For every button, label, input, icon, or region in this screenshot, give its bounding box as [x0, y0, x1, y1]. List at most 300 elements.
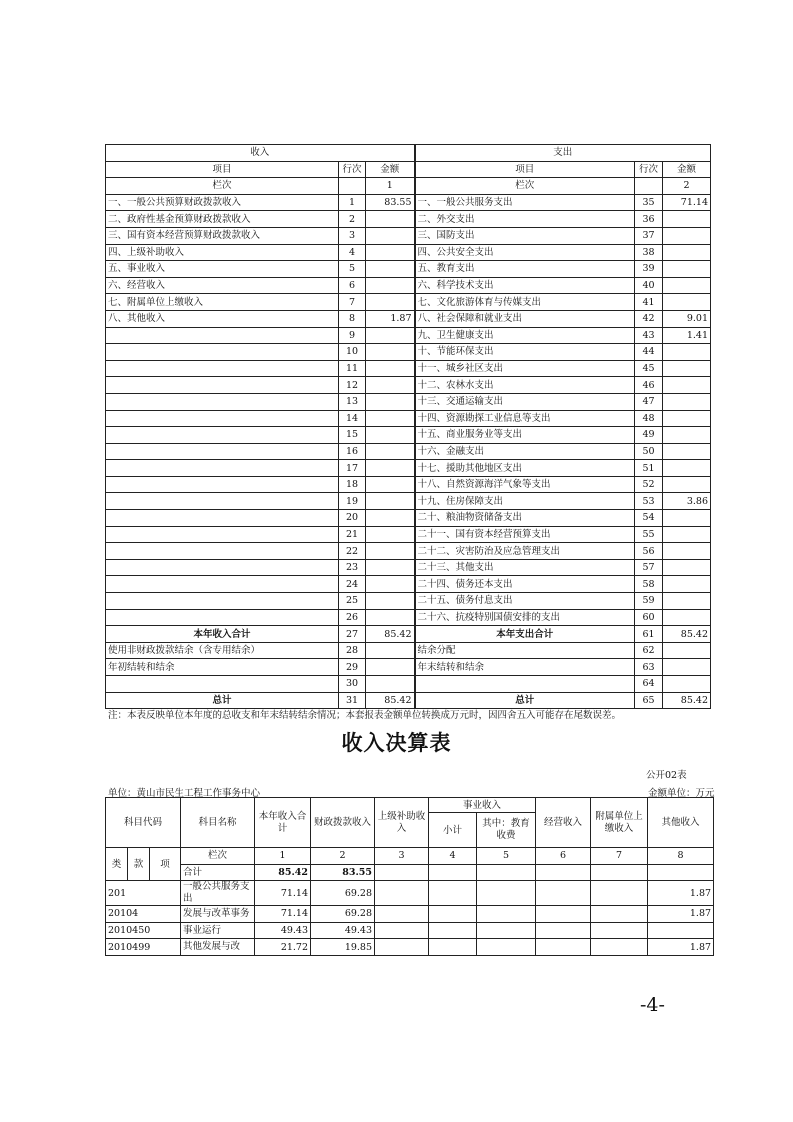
grand-income-line: 31: [339, 692, 366, 709]
expense-amount: [663, 526, 711, 543]
empty-cell: [375, 939, 429, 956]
income-amount: [366, 576, 415, 593]
expense-line-no: 46: [635, 377, 663, 394]
expense-line-no: 49: [635, 427, 663, 444]
income-item: [106, 410, 339, 427]
income-amount: [366, 277, 415, 294]
income-amount: [366, 360, 415, 377]
income-line-no: 28: [339, 642, 366, 659]
income-amount: [366, 410, 415, 427]
expense-item: 四、公共安全支出: [415, 244, 635, 261]
expense-amount: 1.41: [663, 327, 711, 344]
expense-amount: 9.01: [663, 310, 711, 327]
table-row: [106, 493, 711, 510]
income-line-no: 23: [339, 559, 366, 576]
empty-cell: [429, 939, 477, 956]
expense-item: 七、文化旅游体育与传媒支出: [415, 294, 635, 311]
empty-cell: [375, 906, 429, 923]
table-row: [106, 277, 711, 294]
expense-amount: [663, 393, 711, 410]
income-item: 二、政府性基金预算财政拨款收入: [106, 211, 339, 228]
expense-line-no: 41: [635, 294, 663, 311]
income-amount: [366, 427, 415, 444]
fiscal-value: 69.28: [311, 906, 375, 923]
income-item: 一、一般公共预算财政拨款收入: [106, 194, 339, 211]
income-item: 五、事业收入: [106, 261, 339, 278]
unit-label: 单位：黄山市民生工程工作事务中心: [108, 788, 261, 799]
expense-line-no: 48: [635, 410, 663, 427]
expense-item: 十一、城乡社区支出: [415, 360, 635, 377]
expense-item: 九、卫生健康支出: [415, 327, 635, 344]
hdr-subtotal: 小计: [429, 813, 477, 848]
grand-total-label: 总计: [106, 692, 339, 709]
empty-cell: [477, 939, 536, 956]
expense-line-no: 52: [635, 476, 663, 493]
income-amount: [366, 443, 415, 460]
col-amount: 金额: [663, 161, 711, 178]
hdr-xiang: 项: [150, 848, 181, 881]
col-lanci: 栏次: [106, 178, 339, 195]
expense-item: 十、节能环保支出: [415, 344, 635, 361]
income-item: [106, 360, 339, 377]
income-amount: [366, 659, 415, 676]
expense-amount: [663, 344, 711, 361]
income-amount: [366, 227, 415, 244]
income-total-value: 85.42: [366, 626, 415, 643]
fiscal-value: 49.43: [311, 922, 375, 939]
col-num: 4: [429, 848, 477, 865]
expense-line-no: 37: [635, 227, 663, 244]
income-line-no: 11: [339, 360, 366, 377]
income-line-no: 10: [339, 344, 366, 361]
income-item: [106, 576, 339, 593]
hdr-subject-name: 科目名称: [181, 798, 255, 848]
expense-line-no: 39: [635, 261, 663, 278]
table-row: [106, 460, 711, 477]
col-amount: 金额: [366, 161, 415, 178]
income-amount: [366, 327, 415, 344]
expense-item: 结余分配: [415, 642, 635, 659]
income-line-no: 18: [339, 476, 366, 493]
income-total-label: 本年收入合计: [106, 626, 339, 643]
total-fiscal-value: 83.55: [311, 864, 375, 881]
expense-amount: [663, 244, 711, 261]
income-item: [106, 476, 339, 493]
income-line-no: 7: [339, 294, 366, 311]
income-line-no: 15: [339, 427, 366, 444]
empty-cell: [375, 922, 429, 939]
hdr-total-income: 本年收入合计: [255, 798, 311, 848]
empty-cell: [648, 864, 714, 881]
table-row: [106, 476, 711, 493]
income-item: [106, 510, 339, 527]
fiscal-value: 19.85: [311, 939, 375, 956]
total-income-value: 85.42: [255, 864, 311, 881]
income-amount: [366, 377, 415, 394]
expense-amount: [663, 593, 711, 610]
hdr-business: 事业收入: [429, 798, 536, 813]
expense-total-line: 61: [635, 626, 663, 643]
income-line-no: 4: [339, 244, 366, 261]
expense-amount: [663, 559, 711, 576]
income-item: [106, 344, 339, 361]
expense-item: 十九、住房保障支出: [415, 493, 635, 510]
expense-line-no: 35: [635, 194, 663, 211]
other-income-value: [648, 922, 714, 939]
expense-amount: [663, 427, 711, 444]
income-amount: [366, 510, 415, 527]
income-amount: [366, 559, 415, 576]
income-line-no: 6: [339, 277, 366, 294]
col-num: 1: [255, 848, 311, 865]
empty-cell: [591, 881, 648, 906]
empty-cell: [536, 939, 591, 956]
expense-line-no: 42: [635, 310, 663, 327]
subject-name: 发展与改革事务: [181, 906, 255, 923]
hdr-subject-code: 科目代码: [106, 798, 181, 848]
expense-amount: [663, 642, 711, 659]
table-row: [106, 642, 711, 659]
hdr-edu-fee: 其中：教育收费: [477, 813, 536, 848]
empty-cell: [591, 922, 648, 939]
col-item: 项目: [415, 161, 635, 178]
income-amount: [366, 344, 415, 361]
expense-line-no: 55: [635, 526, 663, 543]
expense-amount: [663, 227, 711, 244]
income-amount: [366, 211, 415, 228]
expense-amount: [663, 211, 711, 228]
income-line-no: 24: [339, 576, 366, 593]
income-amount: [366, 493, 415, 510]
expense-item: 二十一、国有资本经营预算支出: [415, 526, 635, 543]
hdr-fiscal: 财政拨款收入: [311, 798, 375, 848]
empty-cell: [635, 178, 663, 195]
income-line-no: 22: [339, 543, 366, 560]
expense-line-no: 54: [635, 510, 663, 527]
expense-line-no: 40: [635, 277, 663, 294]
income-item: [106, 443, 339, 460]
income-line-no: 12: [339, 377, 366, 394]
expense-item: 五、教育支出: [415, 261, 635, 278]
income-line-no: 5: [339, 261, 366, 278]
expense-item: [415, 676, 635, 693]
subject-code: 2010499: [106, 939, 181, 956]
subject-code: 2010450: [106, 922, 181, 939]
income-item: 八、其他收入: [106, 310, 339, 327]
table-note: 注：本表反映单位本年度的总收支和年末结转结余情况；本套报表金额单位转换成万元时，因四舍五入可能存在尾数误差。: [108, 710, 622, 721]
col-num: 2: [311, 848, 375, 865]
expense-line-no: 62: [635, 642, 663, 659]
table-row: [106, 659, 711, 676]
expense-item: 十四、资源勘探工业信息等支出: [415, 410, 635, 427]
hdr-operating: 经营收入: [536, 798, 591, 848]
table-row: [106, 294, 711, 311]
income-item: 年初结转和结余: [106, 659, 339, 676]
table-row: [106, 377, 711, 394]
expense-amount: [663, 460, 711, 477]
table-row: [106, 576, 711, 593]
income-line-no: 8: [339, 310, 366, 327]
expense-total-value: 85.42: [663, 626, 711, 643]
income-item: [106, 559, 339, 576]
expense-item: 十二、农林水支出: [415, 377, 635, 394]
income-item: 七、附属单位上缴收入: [106, 294, 339, 311]
table-row: [106, 194, 711, 211]
income-item: 三、国有资本经营预算财政拨款收入: [106, 227, 339, 244]
income-amount: [366, 642, 415, 659]
expense-amount: 71.14: [663, 194, 711, 211]
expense-item: 年末结转和结余: [415, 659, 635, 676]
table-row: [106, 360, 711, 377]
expense-amount: [663, 659, 711, 676]
empty-cell: [536, 881, 591, 906]
table-row: [106, 559, 711, 576]
income-item: [106, 427, 339, 444]
table-row: [106, 244, 711, 261]
income-line-no: 19: [339, 493, 366, 510]
subject-name: 一般公共服务支出: [181, 881, 255, 906]
table-row: [106, 344, 711, 361]
expense-item: 二、外交支出: [415, 211, 635, 228]
expense-amount: [663, 360, 711, 377]
expense-line-no: 51: [635, 460, 663, 477]
income-line-no: 16: [339, 443, 366, 460]
table-row: [106, 906, 714, 923]
empty-cell: [429, 922, 477, 939]
expense-line-no: 58: [635, 576, 663, 593]
grand-expense-value: 85.42: [663, 692, 711, 709]
income-item: 使用非财政拨款结余（含专用结余）: [106, 642, 339, 659]
table-row: [106, 922, 714, 939]
col-num: 5: [477, 848, 536, 865]
hdr-affiliated: 附属单位上缴收入: [591, 798, 648, 848]
expense-amount: [663, 576, 711, 593]
money-unit: 金额单位：万元: [648, 788, 715, 799]
col-num: 7: [591, 848, 648, 865]
expense-line-no: 63: [635, 659, 663, 676]
expense-item: 一、一般公共服务支出: [415, 194, 635, 211]
total-label: 合计: [181, 864, 255, 881]
table-row: [106, 261, 711, 278]
income-item: [106, 609, 339, 626]
hdr-lanci: 栏次: [181, 848, 255, 865]
income-line-no: 13: [339, 393, 366, 410]
grand-expense-line: 65: [635, 692, 663, 709]
empty-cell: [536, 906, 591, 923]
table-row: [106, 510, 711, 527]
expense-amount: [663, 294, 711, 311]
income-line-no: 20: [339, 510, 366, 527]
income-amount: [366, 526, 415, 543]
income-item: [106, 377, 339, 394]
expense-amount: [663, 261, 711, 278]
empty-cell: [536, 922, 591, 939]
expense-item: 十七、援助其他地区支出: [415, 460, 635, 477]
expense-line-no: 56: [635, 543, 663, 560]
expense-line-no: 36: [635, 211, 663, 228]
income-line-no: 30: [339, 676, 366, 693]
col-row: 行次: [339, 161, 366, 178]
fiscal-value: 69.28: [311, 881, 375, 906]
table-row: [106, 427, 711, 444]
expense-line-no: 43: [635, 327, 663, 344]
income-item: [106, 493, 339, 510]
income-line-no: 26: [339, 609, 366, 626]
income-line-no: 14: [339, 410, 366, 427]
expense-line-no: 45: [635, 360, 663, 377]
expense-amount: [663, 443, 711, 460]
table-row: [106, 443, 711, 460]
income-amount: [366, 244, 415, 261]
expense-line-no: 38: [635, 244, 663, 261]
expense-line-no: 64: [635, 676, 663, 693]
expense-item: 十五、商业服务业等支出: [415, 427, 635, 444]
col-num: 3: [375, 848, 429, 865]
expense-amount: [663, 543, 711, 560]
income-line-no: 17: [339, 460, 366, 477]
expense-amount: [663, 410, 711, 427]
table-row: [106, 410, 711, 427]
expense-amount: 3.86: [663, 493, 711, 510]
income-amount: [366, 609, 415, 626]
expense-amount: [663, 277, 711, 294]
table-row: [106, 543, 711, 560]
empty-cell: [339, 178, 366, 195]
table-row: [106, 526, 711, 543]
empty-cell: [477, 864, 536, 881]
expense-col-no: 2: [663, 178, 711, 195]
expense-line-no: 44: [635, 344, 663, 361]
expense-line-no: 59: [635, 593, 663, 610]
income-item: 四、上级补助收入: [106, 244, 339, 261]
income-amount: [366, 393, 415, 410]
hdr-other: 其他收入: [648, 798, 714, 848]
expense-amount: [663, 476, 711, 493]
table-row: [106, 593, 711, 610]
income-amount: [366, 294, 415, 311]
income-line-no: 2: [339, 211, 366, 228]
total-income-value: 71.14: [255, 906, 311, 923]
table-row: [106, 211, 711, 228]
expense-line-no: 50: [635, 443, 663, 460]
income-total-line: 27: [339, 626, 366, 643]
expense-amount: [663, 510, 711, 527]
expense-item: 二十四、债务还本支出: [415, 576, 635, 593]
other-income-value: 1.87: [648, 881, 714, 906]
income-item: [106, 676, 339, 693]
hdr-lei: 类: [106, 848, 128, 881]
table-row: [106, 327, 711, 344]
empty-cell: [591, 864, 648, 881]
empty-cell: [477, 906, 536, 923]
income-amount: 83.55: [366, 194, 415, 211]
other-income-value: 1.87: [648, 939, 714, 956]
empty-cell: [429, 864, 477, 881]
col-num: 6: [536, 848, 591, 865]
table-row: [106, 310, 711, 327]
income-amount: [366, 476, 415, 493]
income-item: 六、经营收入: [106, 277, 339, 294]
expense-amount: [663, 377, 711, 394]
expense-amount: [663, 609, 711, 626]
empty-cell: [477, 881, 536, 906]
expense-item: 二十、粮油物资储备支出: [415, 510, 635, 527]
expense-item: 十八、自然资源海洋气象等支出: [415, 476, 635, 493]
expense-item: 二十三、其他支出: [415, 559, 635, 576]
income-expense-summary-table: [105, 144, 711, 709]
col-row: 行次: [635, 161, 663, 178]
income-line-no: 21: [339, 526, 366, 543]
total-income-value: 71.14: [255, 881, 311, 906]
empty-cell: [591, 906, 648, 923]
subject-code: 201: [106, 881, 181, 906]
table-row: [106, 939, 714, 956]
table-row: [106, 609, 711, 626]
expense-line-no: 47: [635, 393, 663, 410]
table-row: [106, 881, 714, 906]
income-line-no: 1: [339, 194, 366, 211]
income-amount: [366, 460, 415, 477]
empty-cell: [429, 906, 477, 923]
expense-item: 十三、交通运输支出: [415, 393, 635, 410]
expense-line-no: 60: [635, 609, 663, 626]
expense-header: 支出: [415, 145, 711, 162]
table-row: [106, 393, 711, 410]
income-amount: [366, 261, 415, 278]
income-item: [106, 593, 339, 610]
expense-total-label: 本年支出合计: [415, 626, 635, 643]
page-title: 收入决算表: [341, 731, 452, 755]
expense-item: 二十六、抗疫特别国债安排的支出: [415, 609, 635, 626]
total-income-value: 21.72: [255, 939, 311, 956]
col-lanci: 栏次: [415, 178, 635, 195]
grand-income-value: 85.42: [366, 692, 415, 709]
total-row: [106, 626, 711, 643]
table-row: [106, 676, 711, 693]
hdr-kuan: 款: [128, 848, 150, 881]
total-income-value: 49.43: [255, 922, 311, 939]
income-amount: [366, 676, 415, 693]
income-amount: 1.87: [366, 310, 415, 327]
expense-item: 十六、金融支出: [415, 443, 635, 460]
income-amount: [366, 543, 415, 560]
expense-item: 二十五、债务付息支出: [415, 593, 635, 610]
empty-cell: [375, 881, 429, 906]
income-item: [106, 526, 339, 543]
page-number: -4-: [640, 994, 665, 1016]
expense-item: 八、社会保障和就业支出: [415, 310, 635, 327]
empty-cell: [536, 864, 591, 881]
income-line-no: 9: [339, 327, 366, 344]
report-code: 公开02表: [646, 770, 687, 781]
empty-cell: [591, 939, 648, 956]
expense-line-no: 57: [635, 559, 663, 576]
expense-item: 二十二、灾害防治及应急管理支出: [415, 543, 635, 560]
income-amount: [366, 593, 415, 610]
subject-code: 20104: [106, 906, 181, 923]
income-header: 收入: [106, 145, 415, 162]
income-report-table: [105, 797, 714, 956]
grand-total-label: 总计: [415, 692, 635, 709]
col-num: 8: [648, 848, 714, 865]
subject-name: 事业运行: [181, 922, 255, 939]
table-row: [106, 227, 711, 244]
income-item: [106, 393, 339, 410]
income-line-no: 3: [339, 227, 366, 244]
empty-cell: [477, 922, 536, 939]
income-item: [106, 460, 339, 477]
expense-item: 三、国防支出: [415, 227, 635, 244]
